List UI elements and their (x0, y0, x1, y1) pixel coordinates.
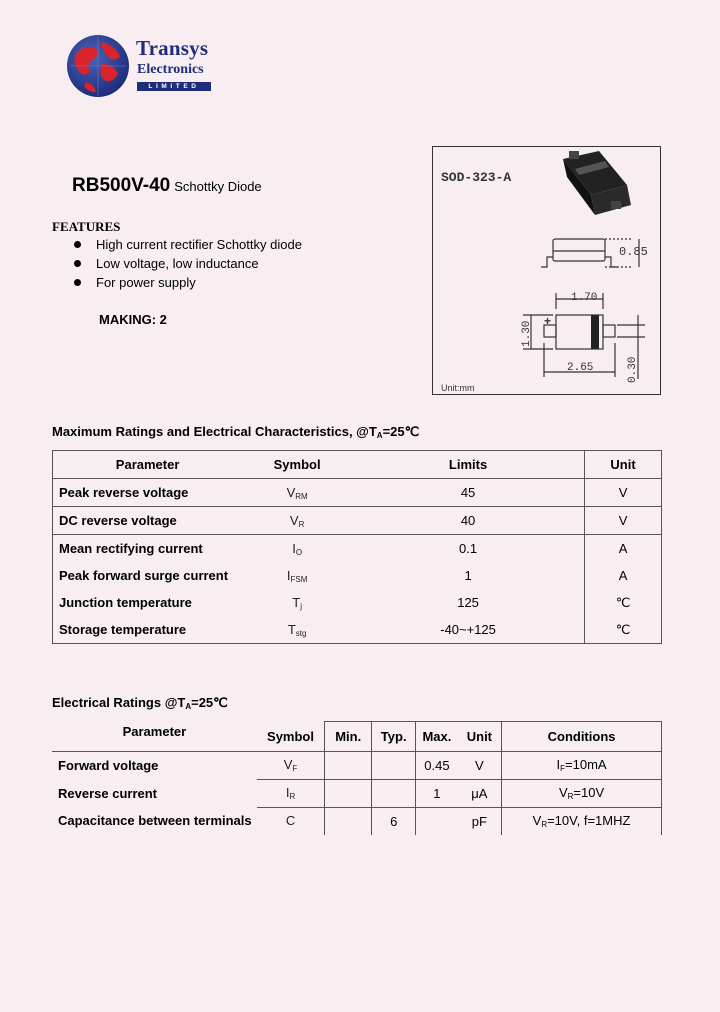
unit-cell: μA (458, 779, 502, 807)
unit-cell: pF (458, 807, 502, 835)
param-cell: Peak forward surge current (53, 562, 243, 589)
min-cell (325, 779, 372, 807)
conditions-cell: $V_R=10V$ (502, 779, 662, 807)
table-row (53, 535, 662, 563)
param-cell: Capacitance between terminals (58, 813, 252, 829)
typ-cell (372, 779, 416, 807)
features-heading: FEATURES (52, 219, 121, 234)
dim-length-label: 2.65 (567, 362, 594, 374)
max-ratings-heading: Maximum Ratings and Electrical Characteristics, $@T_A=25℃$ (52, 424, 420, 440)
cathode-band-icon (591, 315, 599, 349)
dim-body-label: 1.30 (521, 320, 533, 347)
col-header: Typ. (372, 722, 416, 752)
max-cell (416, 807, 458, 835)
limit-cell: -40~+125 (352, 616, 585, 644)
col-header: Limits (352, 451, 585, 479)
col-header: Parameter (52, 722, 257, 752)
typ-cell: 6 (372, 807, 416, 835)
brand-name: Transys (136, 36, 209, 60)
typ-cell (372, 751, 416, 779)
bullet-icon (74, 241, 81, 248)
unit-cell: V (585, 507, 662, 535)
col-header: Symbol (242, 451, 352, 479)
features-list (74, 236, 302, 293)
elec-ratings-heading: Electrical Ratings $@T_A=25℃$ (52, 695, 228, 711)
unit-cell: A (585, 535, 662, 563)
marking-code: MAKING: 2 (99, 312, 167, 327)
bullet-icon (74, 279, 81, 286)
table-row (53, 562, 662, 589)
unit-cell: V (585, 479, 662, 507)
param-cell: Storage temperature (53, 616, 243, 644)
package-outline-drawing (433, 147, 662, 396)
list-item: For power supply (74, 274, 302, 293)
param-cell: Peak reverse voltage (53, 479, 243, 507)
max-cell: 0.45 (416, 751, 458, 779)
conditions-cell: $I_F=10mA$ (502, 751, 662, 779)
symbol-cell: $T_j$ (292, 594, 302, 611)
list-item: Low voltage, low inductance (74, 255, 302, 274)
limit-cell: 40 (352, 507, 585, 535)
page-title (72, 175, 262, 197)
col-header: Max. (416, 722, 458, 752)
param-cell: Mean rectifying current (53, 535, 243, 563)
table-row (53, 479, 662, 507)
col-header: Min. (325, 722, 372, 752)
unit-label: Unit:mm (441, 383, 475, 393)
col-header: Unit (585, 451, 662, 479)
globe-logo-icon (66, 34, 130, 98)
col-header: Conditions (502, 722, 662, 752)
table-row (52, 751, 662, 779)
part-description: Schottky Diode (174, 179, 262, 194)
table-row (53, 589, 662, 616)
col-header: Unit (458, 722, 502, 752)
max-ratings-table (52, 450, 662, 644)
symbol-cell: $V_{RM}$ (242, 479, 352, 507)
symbol-cell: C (257, 807, 325, 835)
dim-width-label: 1.70 (571, 292, 598, 304)
symbol-cell: $V_F$ (257, 751, 325, 779)
symbol-cell: $I_R$ (257, 779, 325, 807)
unit-cell: ℃ (585, 616, 662, 644)
polarity-plus-label: + (544, 314, 552, 328)
table-row (53, 616, 662, 644)
unit-cell: A (585, 562, 662, 589)
limit-cell: 1 (464, 568, 472, 583)
param-cell: Forward voltage (58, 757, 159, 773)
unit-cell: V (458, 751, 502, 779)
bullet-icon (74, 260, 81, 267)
part-number: RB500V-40 (72, 175, 171, 196)
brand-subtitle: Electronics (137, 62, 204, 77)
min-cell (325, 807, 372, 835)
limit-cell: 45 (352, 479, 585, 507)
max-cell: 1 (416, 779, 458, 807)
symbol-cell: $V_R$ (242, 507, 352, 535)
list-item: High current rectifier Schottky diode (74, 236, 302, 255)
col-header: Symbol (257, 722, 325, 752)
param-cell: DC reverse voltage (53, 507, 243, 535)
elec-ratings-table (52, 721, 662, 835)
table-row (52, 779, 662, 807)
limit-cell: 125 (457, 595, 479, 610)
unit-cell: ℃ (585, 589, 662, 616)
limit-cell: 0.1 (459, 541, 478, 556)
symbol-cell: $I_{FSM}$ (286, 567, 308, 584)
col-header: Parameter (53, 451, 243, 479)
brand-limited: LIMITED (137, 82, 211, 91)
dim-lead-label: 0.30 (627, 356, 639, 383)
min-cell (325, 751, 372, 779)
dim-height-label: 0.85 (619, 245, 648, 259)
symbol-cell: $T_{stg}$ (242, 616, 352, 644)
param-cell: Reverse current (58, 785, 157, 801)
table-row (53, 507, 662, 535)
package-3d-icon (563, 151, 631, 215)
package-drawing (432, 146, 661, 395)
table-row (52, 807, 662, 835)
conditions-cell: $V_R=10V$, f=1MHZ (502, 807, 662, 835)
symbol-cell: $I_O$ (292, 540, 303, 557)
package-name: SOD-323-A (441, 170, 512, 185)
param-cell: Junction temperature (53, 589, 243, 616)
